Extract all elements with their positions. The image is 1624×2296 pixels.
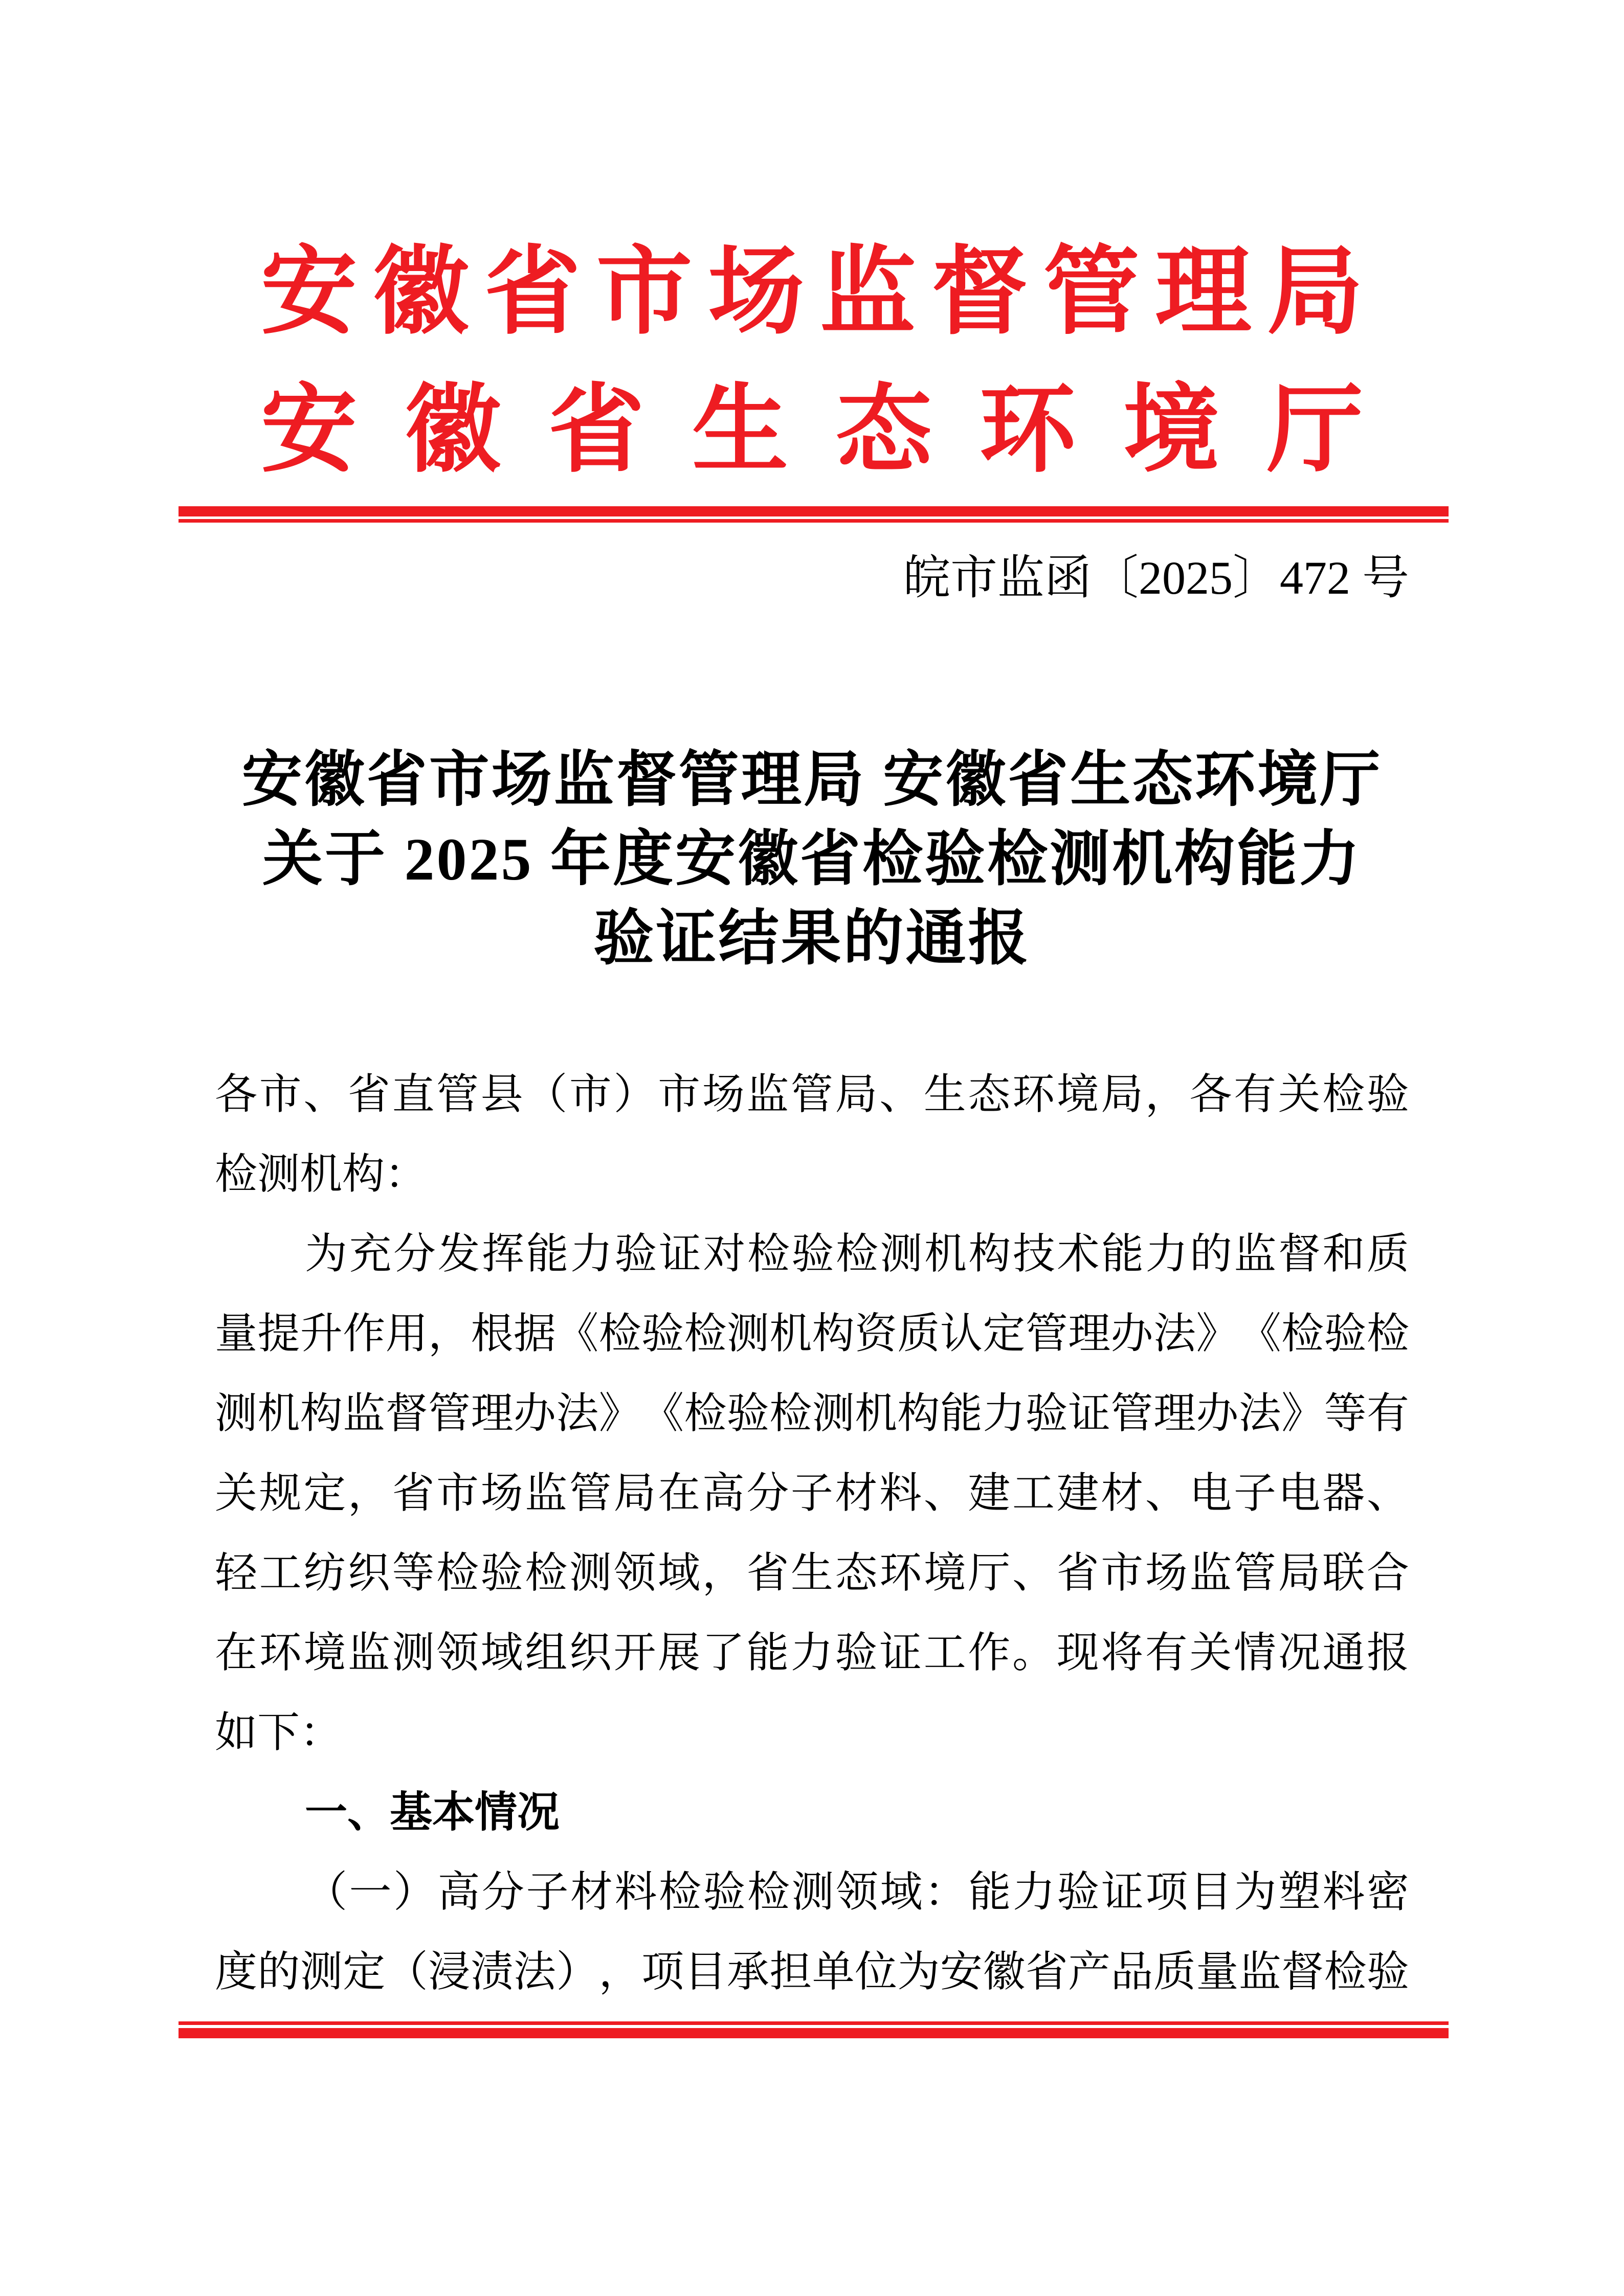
letterhead: [261, 223, 1363, 500]
document-number: 皖市监函〔2025〕472 号: [903, 552, 1409, 604]
footer-double-rule: [179, 2021, 1449, 2038]
document-body: [215, 1054, 1409, 2012]
body-line: 轻 工 纺 织 等 检 验 检 测 领 域 ， 省 生 态 环 境 厅 、 省 市 场 监 管 局 联 合: [215, 1549, 1409, 1596]
title-line-2: 关于 2025 年度安徽省检验检测机构能力: [262, 826, 1362, 893]
body-line: 在 环 境 监 测 领 域 组 织 开 展 了 能 力 验 证 工 作 。 现 将 有 关 情 况 通 报: [215, 1629, 1409, 1676]
title-line-3: 验证结果的通报: [593, 905, 1031, 972]
body-line: 为 充 分 发 挥 能 力 验 证 对 检 验 检 测 机 构 技 术 能 力 的 监 督 和 质: [305, 1230, 1409, 1277]
header-double-rule: [179, 506, 1449, 523]
footer-rule-thin-bar: [179, 2021, 1449, 2025]
header-rule-thick-bar: [179, 506, 1449, 516]
body-line: 测 机 构 监 督 管 理 办 法 》 《 检 验 检 测 机 构 能 力 验 证 管 理 办 法 》 等 有: [215, 1390, 1409, 1437]
body-line: 度 的 测 定 （ 浸 渍 法 ） ， 项 目 承 担 单 位 为 安 徽 省 产 品 质 量 监 督 检 验: [215, 1948, 1409, 1995]
title-line-1: 安徽省市场监督管理局 安徽省生态环境厅: [241, 747, 1383, 814]
body-line: 关 规 定 ， 省 市 场 监 管 局 在 高 分 子 材 料 、 建 工 建 材 、 电 子 电 器 、: [215, 1470, 1409, 1517]
header-rule-thin-bar: [179, 519, 1449, 523]
body-line: （ 一 ） 高 分 子 材 料 检 验 检 测 领 域 ： 能 力 验 证 项 目 为 塑 料 密: [305, 1869, 1409, 1916]
body-line: 如下：: [215, 1709, 342, 1756]
body-line: 各 市 、 省 直 管 县 （ 市 ） 市 场 监 管 局 、 生 态 环 境 局 ， 各 有 关 检 验: [215, 1071, 1409, 1118]
org-name-line-1: 安 徽 省 市 场 监 督 管 理 局: [261, 239, 1363, 346]
org-name-line-2: 安 徽 省 生 态 环 境 厅: [261, 377, 1363, 484]
body-line: 检测机构：: [215, 1151, 427, 1198]
section-heading: 一、基本情况: [305, 1788, 560, 1836]
footer-rule-thick-bar: [179, 2028, 1449, 2038]
body-line: 量 提 升 作 用 ， 根 据 《 检 验 检 测 机 构 资 质 认 定 管 理 办 法 》 《 检 验 检: [215, 1310, 1409, 1357]
document-title: [0, 740, 1624, 978]
